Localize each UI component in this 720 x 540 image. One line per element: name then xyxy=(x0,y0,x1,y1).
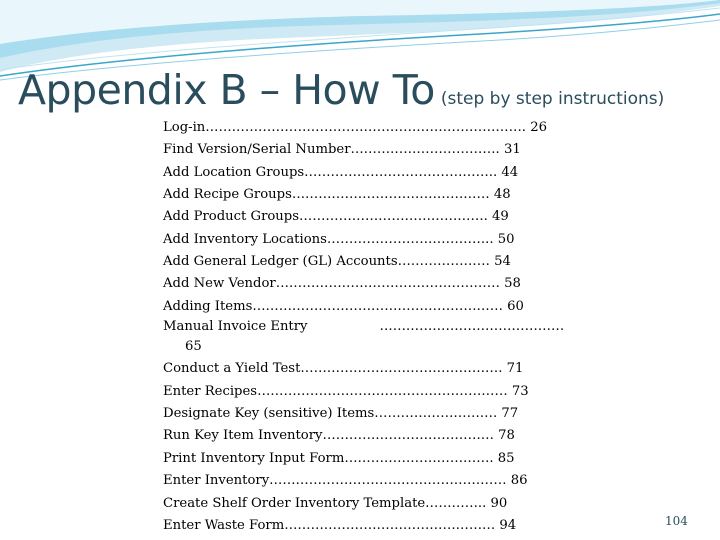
toc-item: Add Location Groups…………………………………….. 44 xyxy=(163,164,519,180)
toc-item: Run Key Item Inventory………………………………… 78 xyxy=(163,428,515,444)
toc-item: Add New Vendor…………………………………………… 58 xyxy=(163,276,521,292)
toc-item: Print Inventory Input Form……………………………. 85 xyxy=(163,450,515,466)
toc-item: Adding Items………………………………………………… 60 xyxy=(163,298,524,314)
toc-item: Add Product Groups……………………………………. 49 xyxy=(163,209,509,225)
toc-item: Enter Inventory……………………………………………… 86 xyxy=(163,473,528,489)
toc-item-label: Manual Invoice Entry xyxy=(163,319,308,335)
slide-page-number: 104 xyxy=(665,514,688,528)
toc-item xyxy=(163,318,564,336)
toc-item: Find Version/Serial Number……………………………. 31 xyxy=(163,142,521,158)
toc-item: Enter Waste Form………………………………………… 94 xyxy=(163,517,517,533)
table-of-contents xyxy=(163,117,564,537)
title-subtitle: (step by step instructions) xyxy=(440,89,665,109)
toc-item-page-continued: 65 xyxy=(185,339,202,355)
toc-item: Enter Recipes………………………………………………… 73 xyxy=(163,383,529,399)
toc-item: Add Recipe Groups……………………………………… 48 xyxy=(163,187,511,203)
toc-item: Add General Ledger (GL) Accounts………………… 54 xyxy=(163,254,511,270)
toc-item: Conduct a Yield Test………………………………………. 71 xyxy=(163,361,524,377)
toc-item: Add Inventory Locations……………………………….. 50 xyxy=(163,231,515,247)
toc-item-leader: …………………………………… xyxy=(379,319,565,335)
slide-title xyxy=(18,66,664,114)
toc-item: Create Shelf Order Inventory Template………….. 90 xyxy=(163,495,508,511)
toc-item: Log-in………………………………………………………………. 26 xyxy=(163,120,547,135)
title-main: Appendix B – How To xyxy=(18,66,435,114)
toc-item: Designate Key (sensitive) Items………………………. 77 xyxy=(163,406,519,422)
